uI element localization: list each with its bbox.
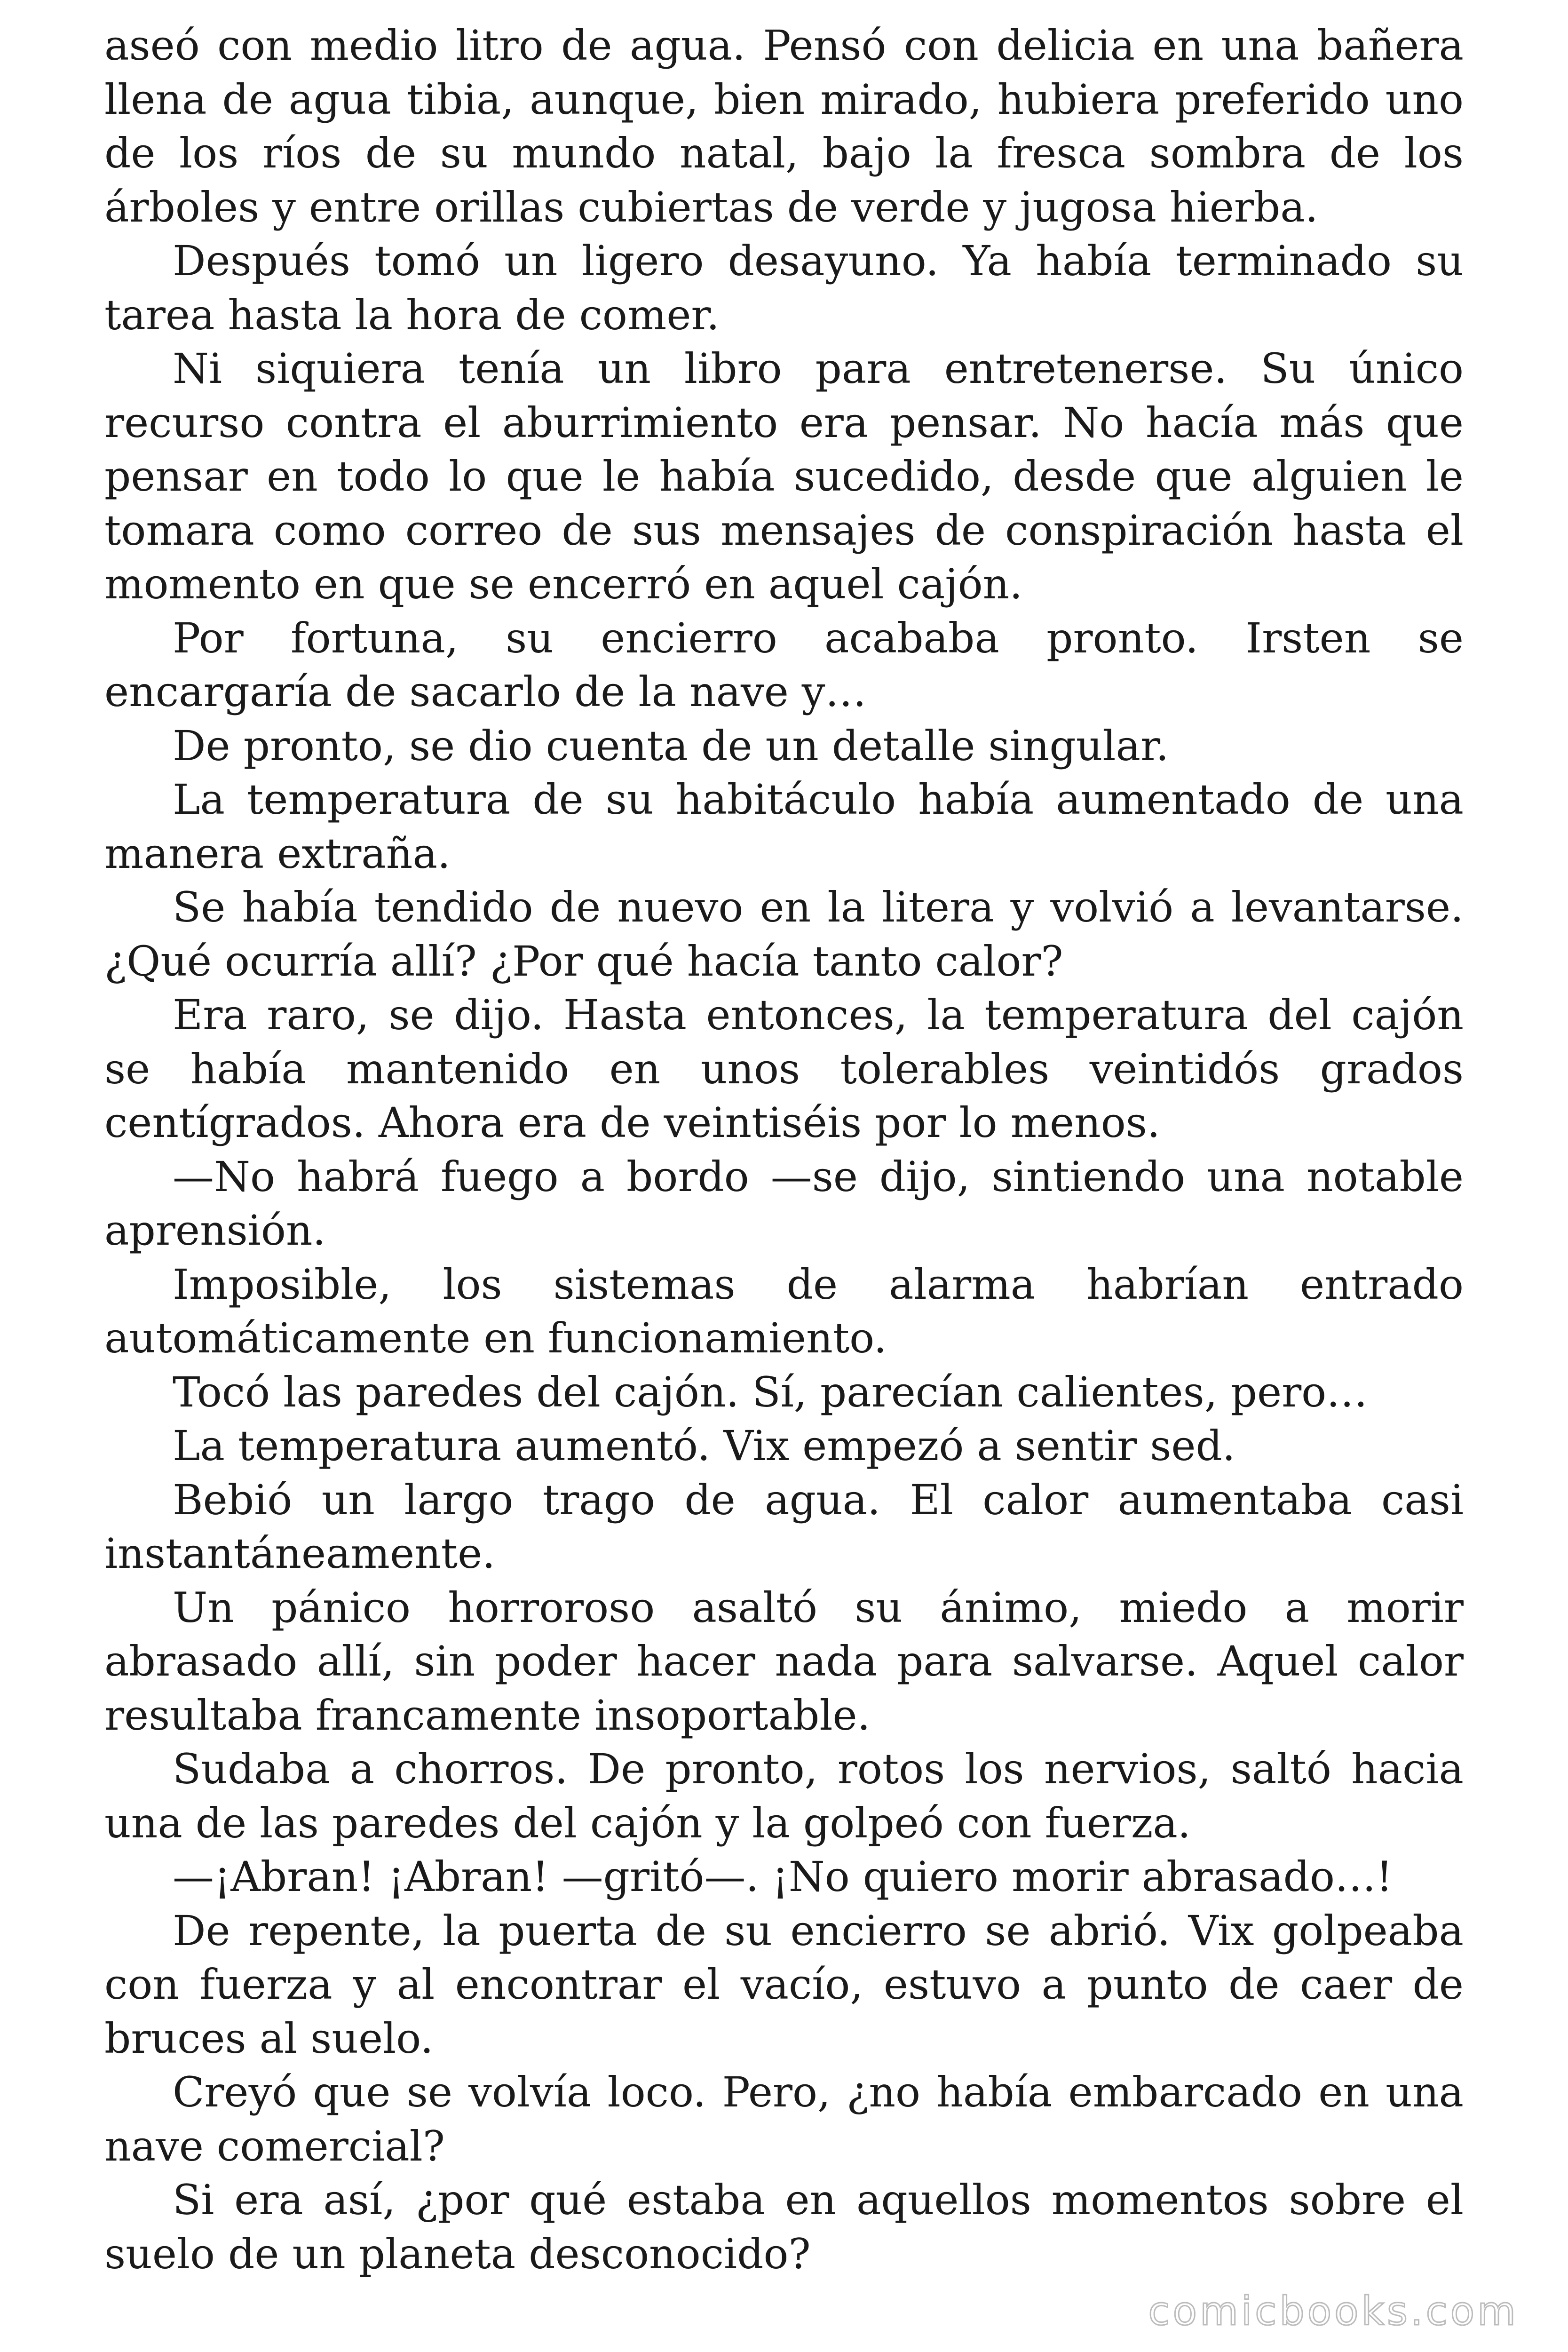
paragraph: Tocó las paredes del cajón. Sí, parecían calientes, pero… [173,1367,1368,1416]
paragraph: Después tomó un ligero desayuno. Ya había terminado su tarea hasta la hora de comer. [104,237,1464,339]
paragraph: Ni siquiera tenía un libro para entretenerse. Su único recurso contra el aburrimiento era pensar. No hacía más que pensar en todo lo que le había sucedido, desde que alguien le tomara como correo de sus mensajes de conspiración hasta el momento en que se encerró en aquel cajón. [104,344,1464,608]
paragraph: Un pánico horroroso asaltó su ánimo, miedo a morir abrasado allí, sin poder hacer nada para salvarse. Aquel calor resultaba francamente insoportable. [104,1583,1464,1740]
paragraph: De pronto, se dio cuenta de un detalle singular. [173,721,1169,770]
paragraph: Se había tendido de nuevo en la litera y volvió a levantarse. ¿Qué ocurría allí? ¿Por qué hacía tanto calor? [104,883,1464,985]
paragraph: De repente, la puerta de su encierro se abrió. Vix golpeaba con fuerza y al encontrar el vacío, estuvo a punto de caer de bruces al suelo. [104,1906,1464,2063]
page-text [104,19,1464,2281]
paragraph: Sudaba a chorros. De pronto, rotos los nervios, saltó hacia una de las paredes del cajón y la golpeó con fuerza. [104,1745,1464,1847]
paragraph: Bebió un largo trago de agua. El calor aumentaba casi instantáneamente. [104,1475,1464,1578]
paragraph: Si era así, ¿por qué estaba en aquellos momentos sobre el suelo de un planeta desconocido? [104,2176,1464,2278]
paragraph: La temperatura aumentó. Vix empezó a sentir sed. [173,1422,1235,1470]
paragraph: Imposible, los sistemas de alarma habrían entrado automáticamente en funcionamiento. [104,1260,1464,1362]
paragraph: La temperatura de su habitáculo había aumentado de una manera extraña. [104,775,1464,878]
paragraph: —¡Abran! ¡Abran! —gritó—. ¡No quiero morir abrasado…! [173,1852,1393,1901]
paragraph: —No habrá fuego a bordo —se dijo, sintiendo una notable aprensión. [104,1152,1464,1255]
watermark-text: comicbooks.com [1148,2288,1519,2334]
paragraph: aseó con medio litro de agua. Pensó con delicia en una bañera llena de agua tibia, aunque, bien mirado, hubiera preferido uno de los ríos de su mundo natal, bajo la fresca sombra de los árboles y entre orillas cubiertas de verde y jugosa hierba. [104,21,1464,231]
paragraph: Por fortuna, su encierro acababa pronto. Irsten se encargaría de sacarlo de la nave y… [104,613,1464,716]
paragraph: Creyó que se volvía loco. Pero, ¿no había embarcado en una nave comercial? [104,2068,1464,2170]
paragraph: Era raro, se dijo. Hasta entonces, la temperatura del cajón se había mantenido en unos tolerables veintidós grados centígrados. Ahora era de veintiséis por lo menos. [104,991,1464,1147]
